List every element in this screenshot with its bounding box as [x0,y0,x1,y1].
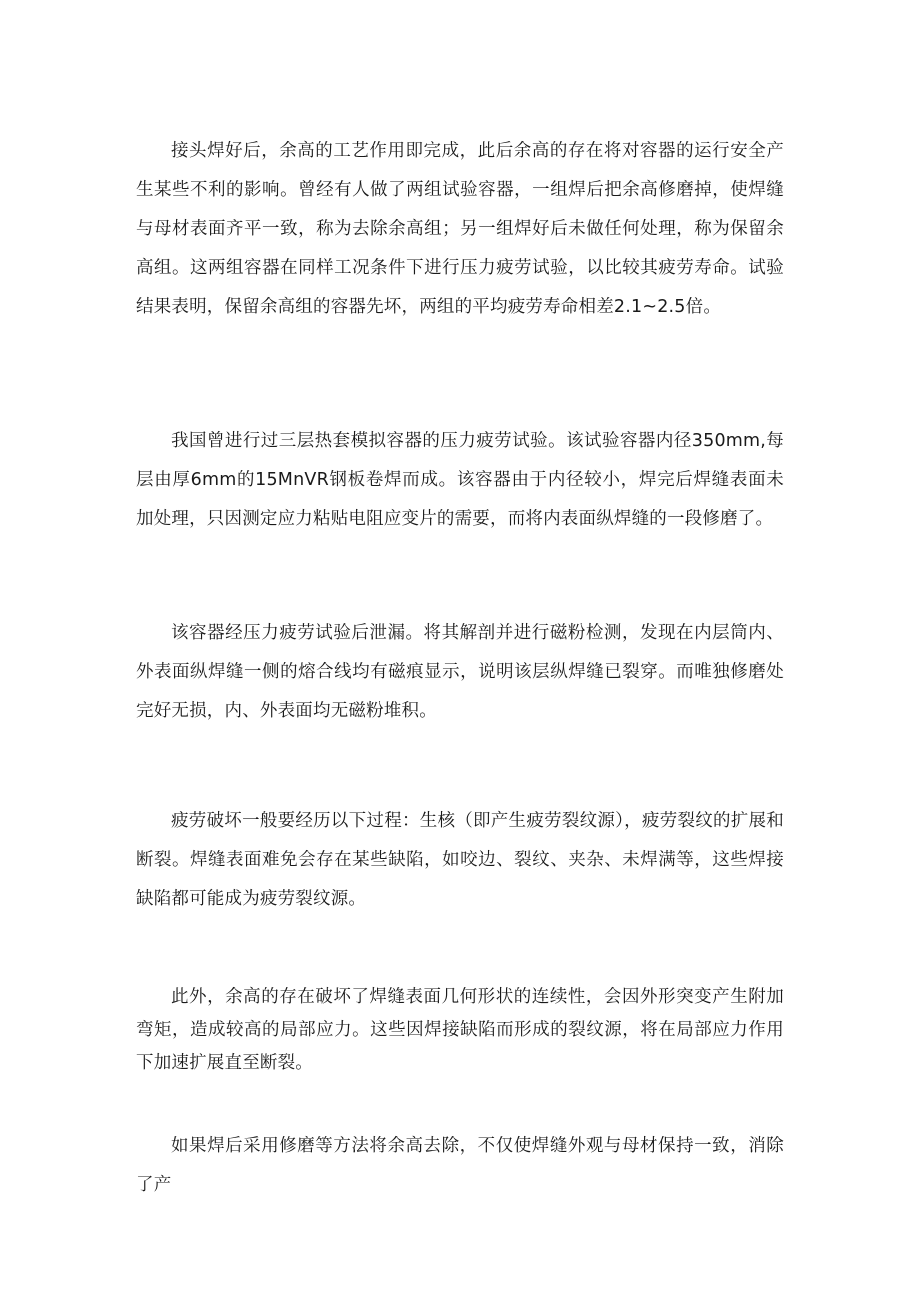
paragraph-magnetic-particle-inspection: 该容器经压力疲劳试验后泄漏。将其解剖并进行磁粉检测，发现在内层筒内、外表面纵焊缝一侧的熔合线均有磁痕显示，说明该层纵焊缝已裂穿。而唯独修磨处完好无损，内、外表面均无磁粉堆积。 [136,623,784,721]
paragraph-fatigue-failure-process: 疲劳破坏一般要经历以下过程：生核（即产生疲劳裂纹源），疲劳裂纹的扩展和断裂。焊缝表面难免会存在某些缺陷，如咬边、裂纹、夹杂、未焊满等，这些焊接缺陷都可能成为疲劳裂纹源。 [136,811,784,909]
paragraph-three-layer-vessel-test: 我国曾进行过三层热套模拟容器的压力疲劳试验。该试验容器内径350mm,每层由厚6mm的15MnVR钢板卷焊而成。该容器由于内径较小，焊完后焊缝表面未加处理，只因测定应力粘贴电阻应变片的需要，而将内表面纵焊缝的一段修磨了。 [136,431,784,529]
paragraph-local-stress: 此外，余高的存在破坏了焊缝表面几何形状的连续性，会因外形突变产生附加弯矩，造成较高的局部应力。这些因焊接缺陷而形成的裂纹源，将在局部应力作用下加速扩展直至断裂。 [136,987,784,1073]
paragraph-weld-reinforcement-effect: 接头焊好后，余高的工艺作用即完成，此后余高的存在将对容器的运行安全产生某些不利的影响。曾经有人做了两组试验容器，一组焊后把余高修磨掉，使焊缝与母材表面齐平一致，称为去除余高组；另一组焊好后未做任何处理，称为保留余高组。这两组容器在同样工况条件下进行压力疲劳试验，以比较其疲劳寿命。试验结果表明，保留余高组的容器先坏，两组的平均疲劳寿命相差2.1~2.5倍。 [136,141,784,317]
paragraph-grinding-removal: 如果焊后采用修磨等方法将余高去除，不仅使焊缝外观与母材保持一致，消除了产 [136,1136,784,1195]
